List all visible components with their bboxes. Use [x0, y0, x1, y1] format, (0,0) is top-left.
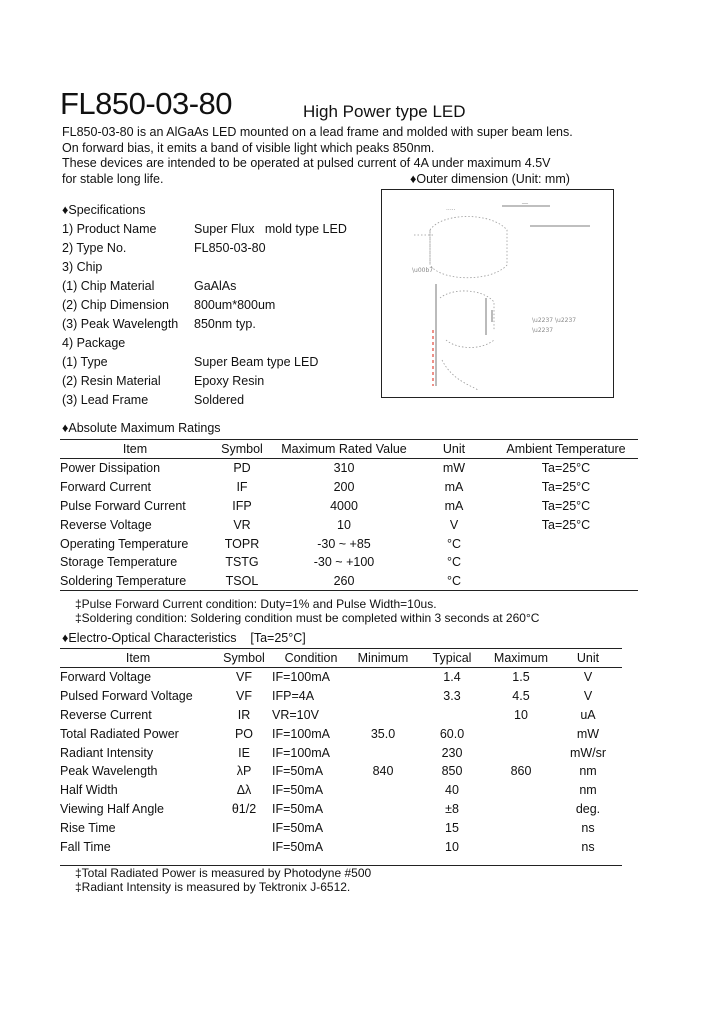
spec-value: Epoxy Resin [194, 374, 265, 388]
table-cell [488, 800, 554, 819]
table-cell: Radiant Intensity [60, 745, 154, 760]
table-cell [494, 553, 638, 572]
spec-key: (1) Type [62, 355, 108, 369]
table-row [60, 668, 622, 687]
electro-optical-note: ‡Radiant Intensity is measured by Tektronix J-6512. [75, 880, 351, 894]
spec-value: GaAlAs [194, 279, 237, 293]
table-row [60, 818, 622, 837]
table-cell: VR=10V [272, 707, 319, 722]
column-header: Unit [554, 649, 622, 668]
column-header: Ambient Temperature [494, 440, 638, 459]
table-cell: ±8 [445, 801, 459, 816]
table-cell: Pulsed Forward Voltage [60, 689, 193, 704]
svg-text:.....: ..... [446, 205, 456, 212]
table-cell: 1.5 [512, 670, 530, 685]
table-cell: nm [579, 764, 597, 779]
table-cell: 35.0 [370, 726, 396, 741]
table-row [60, 724, 622, 743]
table-cell [488, 818, 554, 837]
table-row [60, 459, 638, 478]
table-cell: PD [233, 461, 251, 476]
column-header: Symbol [210, 440, 274, 459]
table-cell: 310 [333, 461, 355, 476]
table-cell: TSTG [225, 555, 259, 570]
table-cell: V [449, 517, 459, 532]
table-cell: 10 [337, 517, 351, 532]
column-header: Symbol [216, 649, 272, 668]
table-cell: mA [444, 480, 464, 495]
table-cell: ns [581, 839, 595, 854]
table-row [60, 687, 622, 706]
spec-value: Super Beam type LED [194, 355, 319, 369]
table-cell: 850 [441, 764, 463, 779]
electro-optical-title: ♦Electro-Optical Characteristics [Ta=25°C] [62, 631, 306, 645]
table-cell: IF=50mA [272, 820, 324, 835]
table-cell: IF=50mA [272, 839, 324, 854]
spec-key: 1) Product Name [62, 222, 157, 236]
table-row [60, 572, 638, 591]
electro-optical-table [60, 649, 622, 856]
table-cell: IR [237, 707, 251, 722]
spec-value: 850nm typ. [194, 317, 256, 331]
outer-dimension-drawing [381, 189, 614, 398]
table-cell: 15 [445, 820, 459, 835]
table-row [60, 706, 622, 725]
table-cell: 230 [441, 745, 463, 760]
table-cell: Forward Current [60, 480, 151, 495]
table-cell: Pulse Forward Current [60, 498, 186, 513]
table-cell: V [583, 689, 593, 704]
column-header: Maximum Rated Value [274, 440, 414, 459]
column-header: Item [60, 440, 210, 459]
table-cell: 260 [333, 574, 355, 589]
table-cell [216, 837, 272, 856]
table-cell [350, 743, 416, 762]
specifications-title: ♦Specifications [62, 203, 146, 217]
table-cell: VF [236, 689, 252, 704]
column-header: Item [60, 649, 216, 668]
table-cell: IF=50mA [272, 764, 324, 779]
table-cell [416, 706, 488, 725]
electro-optical-note: ‡Total Radiated Power is measured by Photodyne #500 [75, 866, 372, 880]
spec-value: 800um*800um [194, 298, 276, 312]
electro-optical-body [60, 668, 622, 856]
table-cell: Reverse Voltage [60, 517, 152, 532]
table-cell: Soldering Temperature [60, 574, 187, 589]
page-subtitle: High Power type LED [303, 102, 466, 121]
table-cell: Δλ [236, 783, 252, 798]
table-cell: 840 [372, 764, 394, 779]
column-header: Maximum [488, 649, 554, 668]
table-header-row [60, 440, 638, 459]
table-cell: Operating Temperature [60, 536, 189, 551]
table-row [60, 743, 622, 762]
spec-key: (3) Lead Frame [62, 393, 149, 407]
table-cell: Total Radiated Power [60, 726, 179, 741]
table-cell [488, 724, 554, 743]
table-cell: 4.5 [512, 689, 530, 704]
table-row [60, 534, 638, 553]
table-cell: IFP=4A [272, 689, 315, 704]
table-cell: uA [580, 707, 596, 722]
table-header-row [60, 649, 622, 668]
spec-key: (1) Chip Material [62, 279, 155, 293]
svg-text:\u00b7: \u00b7 [412, 267, 434, 274]
table-cell: -30 ~ +100 [313, 555, 375, 570]
table-cell: λP [236, 764, 252, 779]
table-cell [350, 706, 416, 725]
table-row [60, 553, 638, 572]
abs-max-note: ‡Pulse Forward Current condition: Duty=1% and Pulse Width=10us. [75, 597, 437, 611]
spec-key: (3) Peak Wavelength [62, 317, 179, 331]
table-cell: Ta=25°C [541, 498, 591, 513]
spec-key: (2) Resin Material [62, 374, 161, 388]
table-cell: Peak Wavelength [60, 764, 158, 779]
table-cell: Ta=25°C [541, 461, 591, 476]
table-cell: Forward Voltage [60, 670, 152, 685]
table-cell: IF [236, 480, 248, 495]
table-cell: IF=100mA [272, 670, 331, 685]
table-cell: IF=50mA [272, 801, 324, 816]
table-cell: IE [238, 745, 250, 760]
intro-line: for stable long life. [62, 171, 164, 186]
table-cell: Fall Time [60, 839, 111, 854]
table-cell: mW/sr [569, 745, 607, 760]
table-cell [350, 837, 416, 856]
abs-max-body [60, 459, 638, 591]
table-cell: IF=50mA [272, 783, 324, 798]
table-cell [488, 837, 554, 856]
table-cell: TOPR [224, 536, 260, 551]
table-cell: Rise Time [60, 820, 116, 835]
table-cell: deg. [575, 801, 601, 816]
table-cell: 10 [514, 707, 528, 722]
spec-key: 2) Type No. [62, 241, 127, 255]
table-cell: θ1/2 [231, 801, 257, 816]
table-cell: 860 [510, 764, 532, 779]
table-cell: 3.3 [443, 689, 461, 704]
table-cell: Ta=25°C [541, 480, 591, 495]
table-cell: Storage Temperature [60, 555, 178, 570]
spec-key: (2) Chip Dimension [62, 298, 169, 312]
table-cell [350, 818, 416, 837]
table-cell: Viewing Half Angle [60, 801, 165, 816]
column-header: Condition [272, 649, 350, 668]
table-row [60, 497, 638, 516]
table-cell: PO [234, 726, 254, 741]
table-cell: mW [576, 726, 600, 741]
table-bottom-rule [60, 590, 638, 591]
svg-text:__: __ [522, 197, 528, 204]
table-row [60, 800, 622, 819]
table-cell: TSOL [225, 574, 259, 589]
column-header: Unit [414, 440, 494, 459]
table-cell: VF [236, 670, 252, 685]
table-cell: ns [581, 820, 595, 835]
table-cell: mW [442, 461, 466, 476]
table-cell: IFP [232, 498, 252, 513]
abs-max-table [60, 440, 638, 591]
svg-text:\u2237 \u2237: \u2237 \u2237 [532, 317, 577, 324]
column-header: Minimum [350, 649, 416, 668]
table-cell [350, 800, 416, 819]
abs-max-title: ♦Absolute Maximum Ratings [62, 421, 221, 435]
table-cell: -30 ~ +85 [317, 536, 371, 551]
table-row [60, 478, 638, 497]
table-cell: 4000 [330, 498, 358, 513]
table-cell [350, 687, 416, 706]
table-cell: IF=100mA [272, 745, 331, 760]
table-cell: nm [579, 783, 597, 798]
table-cell [216, 818, 272, 837]
table-cell [488, 743, 554, 762]
table-cell: 40 [445, 783, 459, 798]
table-cell: 60.0 [439, 726, 465, 741]
column-header: Typical [416, 649, 488, 668]
outer-dimension-label: ♦Outer dimension (Unit: mm) [410, 172, 570, 186]
page-title: FL850-03-80 [60, 86, 233, 121]
table-cell: Power Dissipation [60, 461, 161, 476]
spec-value: Soldered [194, 393, 245, 407]
table-cell: °C [446, 574, 462, 589]
table-cell: 1.4 [443, 670, 461, 685]
table-cell: 200 [333, 480, 355, 495]
spec-key: 3) Chip [62, 260, 103, 274]
table-cell: Reverse Current [60, 707, 152, 722]
spec-value: Super Flux mold type LED [194, 222, 347, 236]
table-cell [494, 534, 638, 553]
spec-key: 4) Package [62, 336, 126, 350]
table-cell [494, 572, 638, 591]
table-row [60, 837, 622, 856]
table-cell [488, 781, 554, 800]
table-cell: mA [444, 498, 464, 513]
table-cell: Ta=25°C [541, 517, 591, 532]
table-cell: °C [446, 555, 462, 570]
table-cell: 10 [445, 839, 459, 854]
spec-value: FL850-03-80 [194, 241, 266, 255]
table-cell: VR [233, 517, 251, 532]
table-row [60, 515, 638, 534]
table-cell [350, 668, 416, 687]
table-cell: IF=100mA [272, 726, 331, 741]
package-outline-drawing [382, 190, 612, 396]
intro-line: These devices are intended to be operated at pulsed current of 4A under maximum 4.5V [62, 156, 551, 171]
intro-line: On forward bias, it emits a band of visible light which peaks 850nm. [62, 140, 435, 155]
table-row [60, 781, 622, 800]
table-row [60, 762, 622, 781]
intro-line: FL850-03-80 is an AlGaAs LED mounted on a lead frame and molded with super beam lens. [62, 125, 573, 139]
table-cell: °C [446, 536, 462, 551]
abs-max-note: ‡Soldering condition: Soldering condition must be completed within 3 seconds at 260°C [75, 611, 540, 625]
table-cell: V [583, 670, 593, 685]
table-cell: Half Width [60, 783, 118, 798]
table-cell [350, 781, 416, 800]
svg-text:\u2237: \u2237 [532, 327, 554, 334]
